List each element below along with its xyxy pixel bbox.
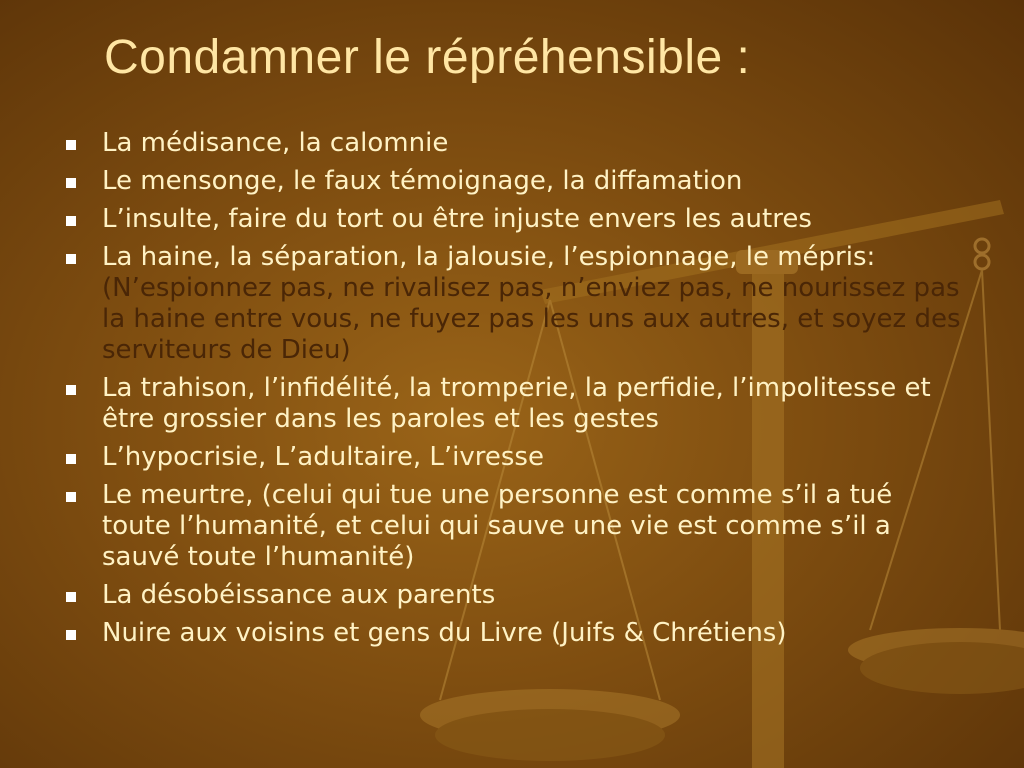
bullet-text: Le meurtre, (celui qui tue une personne est comme s’il a tué toute l’humanité, et celui qui sauve une vie est comme s’il a sauvé toute l’humanité) bbox=[102, 480, 893, 572]
list-item bbox=[66, 204, 966, 235]
list-item bbox=[66, 580, 966, 611]
bullet-text: L’hypocrisie, L’adultaire, L’ivresse bbox=[102, 442, 544, 472]
list-item bbox=[66, 480, 966, 573]
square-bullet-icon bbox=[66, 385, 76, 395]
bullet-text: La haine, la séparation, la jalousie, l’espionnage, le mépris: bbox=[102, 242, 876, 272]
bullet-text: La désobéissance aux parents bbox=[102, 580, 496, 610]
square-bullet-icon bbox=[66, 630, 76, 640]
square-bullet-icon bbox=[66, 254, 76, 264]
bullet-text: Nuire aux voisins et gens du Livre (Juifs & Chrétiens) bbox=[102, 618, 787, 648]
bullet-text: La médisance, la calomnie bbox=[102, 128, 449, 158]
bullet-text: La trahison, l’infidélité, la tromperie, la perfidie, l’impolitesse et être grossier dans les paroles et les gestes bbox=[102, 373, 931, 434]
square-bullet-icon bbox=[66, 454, 76, 464]
bullet-text: Le mensonge, le faux témoignage, la diffamation bbox=[102, 166, 743, 196]
list-item bbox=[66, 442, 966, 473]
bullet-list bbox=[66, 128, 966, 656]
square-bullet-icon bbox=[66, 178, 76, 188]
bullet-text: L’insulte, faire du tort ou être injuste envers les autres bbox=[102, 204, 812, 234]
square-bullet-icon bbox=[66, 592, 76, 602]
list-item bbox=[66, 373, 966, 435]
list-item bbox=[66, 618, 966, 649]
square-bullet-icon bbox=[66, 492, 76, 502]
list-item bbox=[66, 242, 966, 366]
list-item bbox=[66, 166, 966, 197]
list-item bbox=[66, 128, 966, 159]
slide-title: Condamner le répréhensible : bbox=[104, 31, 751, 84]
square-bullet-icon bbox=[66, 140, 76, 150]
square-bullet-icon bbox=[66, 216, 76, 226]
quote-text: (N’espionnez pas, ne rivalisez pas, n’enviez pas, ne nourissez pas la haine entre vous, ne fuyez pas les uns aux autres, et soyez des serviteurs de Dieu) bbox=[102, 273, 961, 365]
